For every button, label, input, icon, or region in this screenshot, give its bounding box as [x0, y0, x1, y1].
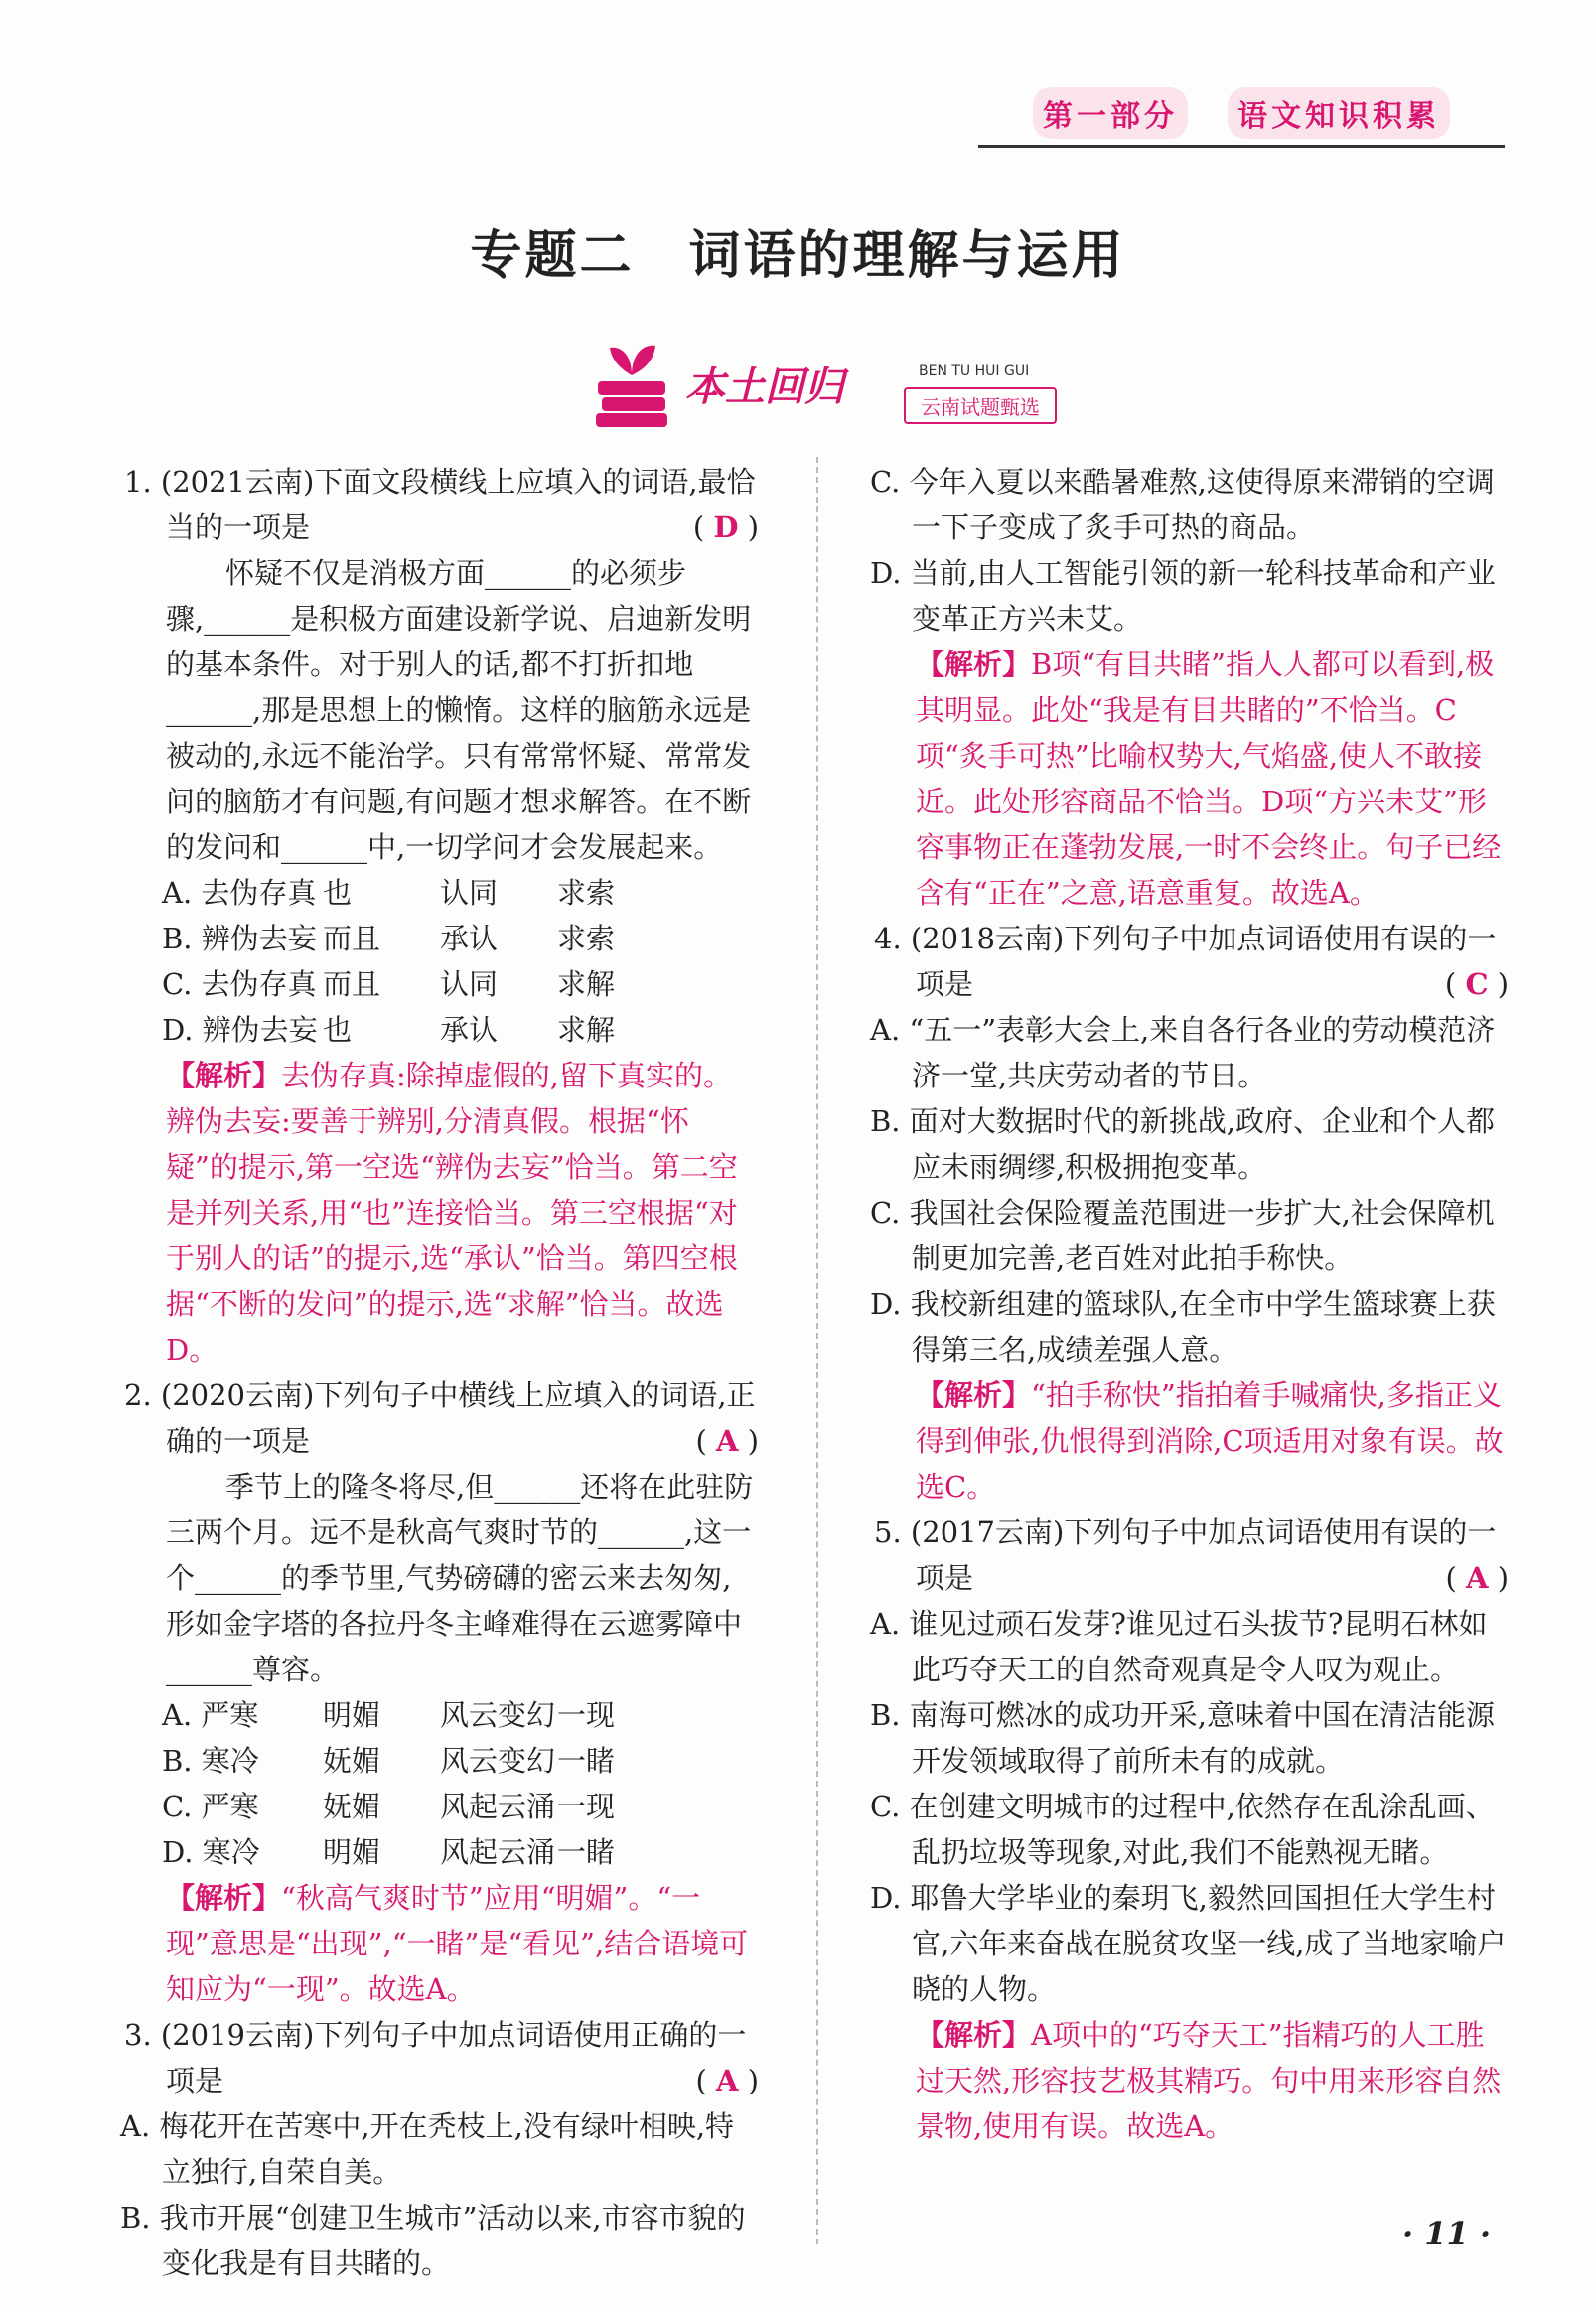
option-b: B. 南海可燃冰的成功开采,意味着中国在清洁能源开发领域取得了前所未有的成就。	[870, 1698, 1495, 1778]
option-d: D. 寒冷 明媚 风起云涌 一睹	[162, 1835, 616, 1869]
option-b: B. 寒冷 妩媚 风云变幻 一睹	[162, 1744, 616, 1778]
answer: ( D )	[735, 505, 760, 550]
question-stem: 4. (2018云南)下列句子中加点词语使用有误的一项是 ( C )	[874, 916, 1510, 1007]
banner-english: BEN TU HUI GUI	[919, 363, 1030, 379]
option-a: A. 去伪存真 也 认同 求索	[162, 876, 616, 910]
explanation: 【解析】A项中的“巧夺天工”指精巧的人工胜过天然,形容技艺极其精巧。句中用来形容自然景物,使用有误。故选A。	[916, 2018, 1502, 2143]
header-section: 语文知识积累	[1228, 87, 1450, 139]
option-a: A. 严寒 明媚 风云变幻 一现	[162, 1698, 616, 1732]
option-a: A. “五一”表彰大会上,来自各行各业的劳动模范济济一堂,共庆劳动者的节日。	[870, 1013, 1496, 1092]
question-1	[124, 459, 760, 1372]
passage: 怀疑不仅是消极方面______的必须步骤,______是积极方面建设新学说、启迪新发明的基本条件。对于别人的话,都不打折扣地______,那是思想上的懒惰。这样的脑筋永远是被动的,永远不能治学。只有常常怀疑、常常发问的脑筋才有问题,有问题才想求解答。在不断的发问和______中,一切学问才会发展起来。	[166, 556, 752, 864]
question-stem: 5. (2017云南)下列句子中加点词语使用有误的一项是 ( A )	[874, 1510, 1510, 1601]
passage: 季节上的隆冬将尽,但______还将在此驻防三两个月。远不是秋高气爽时节的______,这一个______的季节里,气势磅礴的密云来去匆匆,形如金字塔的各拉丹冬主峰难得在云遮雾障中______尊容。	[166, 1470, 754, 1686]
option-d: D. 当前,由人工智能引领的新一轮科技革命和产业变革正方兴未艾。	[870, 556, 1496, 636]
books-sprout-icon	[592, 336, 671, 431]
banner-subtitle: 云南试题甄选	[904, 387, 1057, 424]
running-header	[1033, 87, 1450, 139]
question-5	[870, 1510, 1510, 2149]
column-divider	[816, 457, 818, 2244]
banner-title: 本土回归	[685, 364, 844, 410]
right-column	[870, 459, 1510, 2149]
explanation: 【解析】B项“有目共睹”指人人都可以看到,极其明显。此处“我是有目共睹的”不恰当。C项“炙手可热”比喻权势大,气焰盛,使人不敢接近。此处形容商品不恰当。D项“方兴未艾”形容事物正在蓬勃发展,一时不会终止。句子已经含有“正在”之意,语意重复。故选A。	[916, 648, 1502, 910]
option-d: D. 耶鲁大学毕业的秦玥飞,毅然回国担任大学生村官,六年来奋战在脱贫攻坚一线,成了当地家喻户晓的人物。	[870, 1881, 1507, 2006]
answer: ( A )	[1487, 1555, 1510, 1601]
option-c: C. 我国社会保险覆盖范围进一步扩大,社会保障机制更加完善,老百姓对此拍手称快。	[870, 1196, 1495, 1275]
answer: ( A )	[737, 1418, 760, 1464]
explanation: 【解析】“秋高气爽时节”应用“明媚”。“一现”意思是“出现”,“一睹”是“看见”,结合语境可知应为“一现”。故选A。	[166, 1881, 749, 2006]
question-2	[124, 1372, 760, 2012]
header-rule	[978, 145, 1505, 148]
page-title: 专题二 词语的理解与运用	[470, 226, 1126, 286]
option-c: C. 去伪存真 而且 认同 求解	[162, 967, 616, 1001]
option-d: D. 我校新组建的篮球队,在全市中学生篮球赛上获得第三名,成绩差强人意。	[870, 1287, 1496, 1367]
section-banner	[576, 328, 1053, 437]
explanation: 【解析】“拍手称快”指拍着手喊痛快,多指正义得到伸张,仇恨得到消除,C项适用对象有误。故选C。	[916, 1378, 1504, 1504]
option-c: C. 今年入夏以来酷暑难熬,这使得原来滞销的空调一下子变成了炙手可热的商品。	[870, 465, 1495, 544]
question-stem: 3. (2019云南)下列句子中加点词语使用正确的一项是 ( A )	[124, 2012, 760, 2103]
question-stem: 2. (2020云南)下列句子中横线上应填入的词语,正确的一项是 ( A )	[124, 1372, 760, 1464]
option-b: B. 我市开展“创建卫生城市”活动以来,市容市貌的变化我是有目共睹的。	[120, 2201, 746, 2280]
option-a: A. 谁见过顽石发芽?谁见过石头拔节?昆明石林如此巧夺天工的自然奇观真是令人叹为观止。	[870, 1607, 1488, 1686]
option-c: C. 在创建文明城市的过程中,依然存在乱涂乱画、乱扔垃圾等现象,对此,我们不能熟视无睹。	[870, 1790, 1495, 1869]
option-b: B. 面对大数据时代的新挑战,政府、企业和个人都应未雨绸缪,积极拥抱变革。	[870, 1104, 1495, 1184]
option-b: B. 辨伪去妄 而且 承认 求索	[162, 922, 616, 955]
answer: ( C )	[1487, 961, 1510, 1007]
option-a: A. 梅花开在苦寒中,开在秃枝上,没有绿叶相映,特立独行,自荣自美。	[120, 2109, 735, 2189]
option-d: D. 辨伪去妄 也 承认 求解	[162, 1013, 616, 1047]
left-column	[120, 459, 760, 2286]
answer: ( A )	[737, 2058, 760, 2103]
question-3-continued	[870, 459, 1510, 916]
page-number: · 11 ·	[1402, 2215, 1492, 2252]
question-4	[870, 916, 1510, 1510]
option-c: C. 严寒 妩媚 风起云涌 一现	[162, 1790, 616, 1823]
question-3	[120, 2012, 760, 2286]
header-part: 第一部分	[1033, 87, 1188, 139]
question-stem: 1. (2021云南)下面文段横线上应填入的词语,最恰当的一项是 ( D )	[124, 459, 760, 550]
explanation: 【解析】去伪存真:除掉虚假的,留下真实的。辨伪去妄:要善于辨别,分清真假。根据“怀疑”的提示,第一空选“辨伪去妄”恰当。第二空是并列关系,用“也”连接恰当。第三空根据“对于别人的话”的提示,选“承认”恰当。第四空根据“不断的发问”的提示,选“求解”恰当。故选D。	[166, 1059, 738, 1367]
